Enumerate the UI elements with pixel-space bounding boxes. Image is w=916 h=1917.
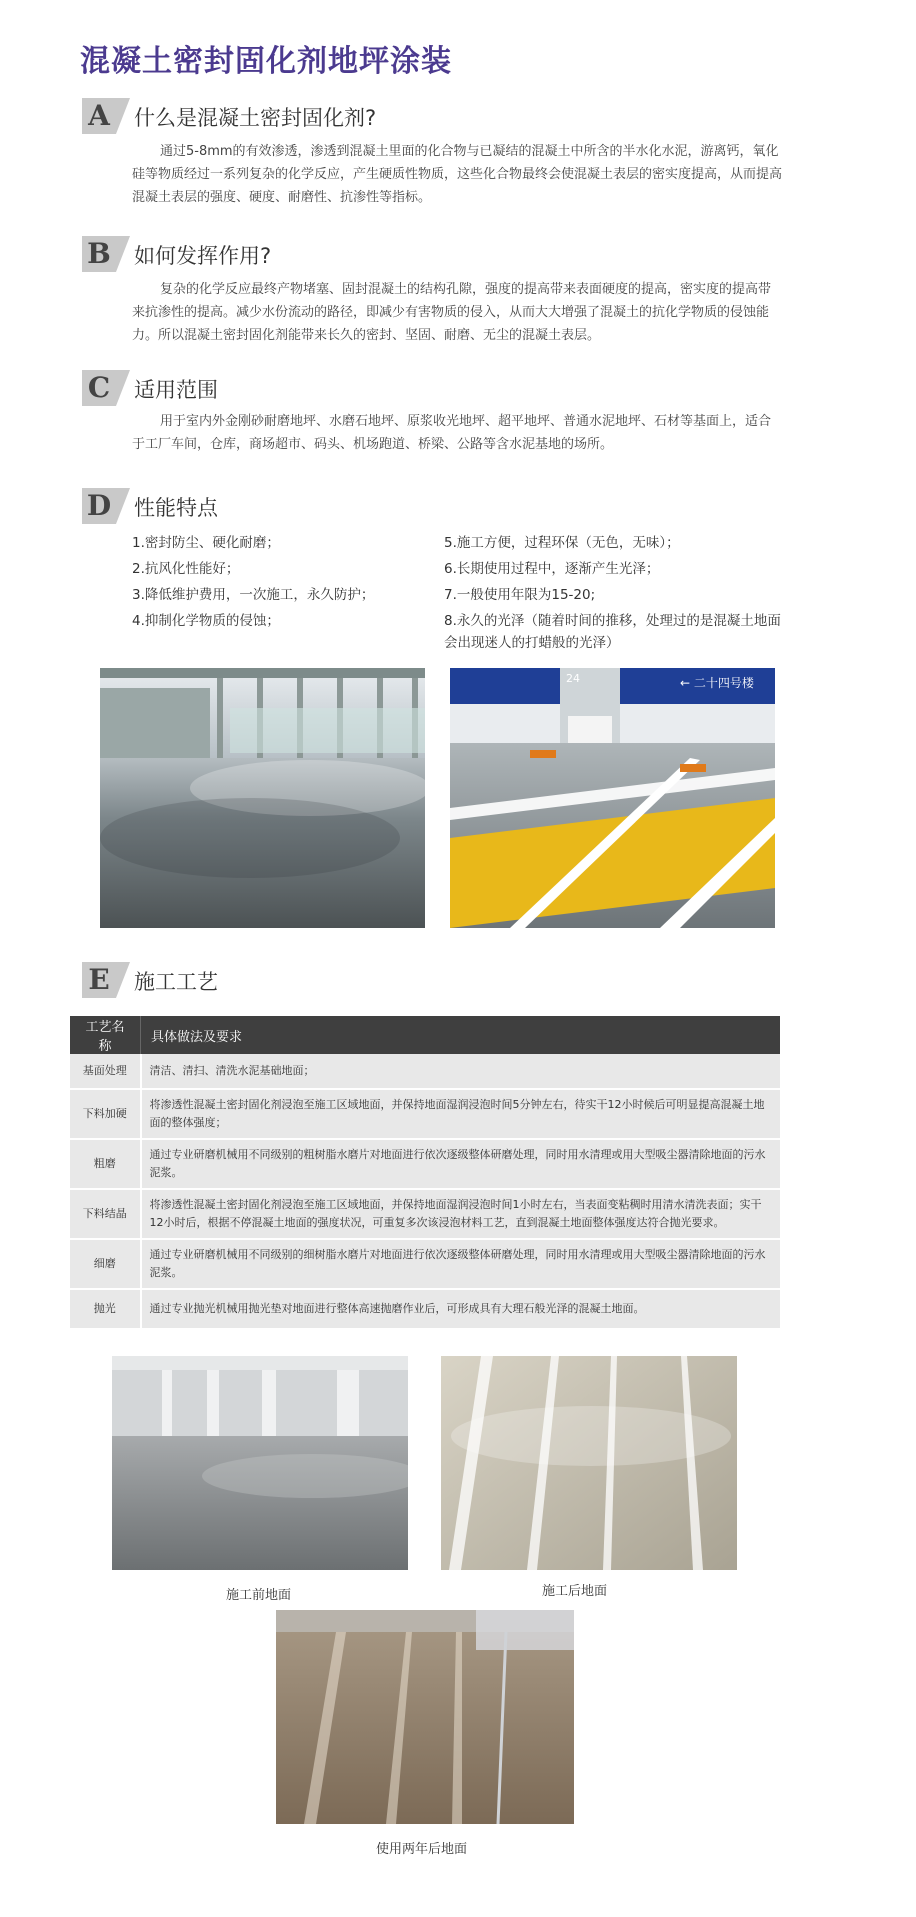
section-b-letter: B <box>82 236 116 272</box>
parking-garage-photo <box>450 668 775 928</box>
section-b-heading: 如何发挥作用? <box>134 244 272 268</box>
before-caption: 施工前地面 <box>226 1588 292 1603</box>
table-row <box>70 1089 780 1139</box>
after-construction-photo <box>441 1356 737 1570</box>
process-table-header-desc: 具体做法及要求 <box>141 1016 781 1054</box>
feature-item: 3.降低维护费用，一次施工，永久防护； <box>132 587 375 603</box>
process-step-name: 下料结晶 <box>70 1189 141 1239</box>
parking-sign-text: ← 二十四号楼 <box>680 676 754 690</box>
process-step-desc: 将渗透性混凝土密封固化剂浸泡至施工区域地面，并保持地面湿润浸泡时间1小时左右，当表面变粘稠时用清水清洗表面；实干12小时后，根据不停混凝土地面的强度状况，可重复多次该浸泡材料工艺，直到混凝土地面整体强度达符合抛光要求。 <box>141 1189 781 1239</box>
process-table-header-name: 工艺名称 <box>70 1016 141 1054</box>
section-c-heading: 适用范围 <box>134 378 218 402</box>
two-years-later-photo <box>276 1610 574 1824</box>
features-right-column <box>444 530 784 654</box>
feature-item: 6.长期使用过程中，逐渐产生光泽； <box>444 561 660 577</box>
features-left-column <box>132 530 432 634</box>
section-d-slash-decoration <box>116 488 130 524</box>
before-construction-photo <box>112 1356 408 1570</box>
process-step-desc: 通过专业研磨机械用不同级别的细树脂水磨片对地面进行依次逐级整体研磨处理，同时用水清理或用大型吸尘器清除地面的污水泥浆。 <box>141 1239 781 1289</box>
section-c-letter: C <box>82 370 116 406</box>
process-step-desc: 通过专业抛光机械用抛光垫对地面进行整体高速抛磨作业后，可形成具有大理石般光泽的混凝土地面。 <box>141 1289 781 1329</box>
process-step-name: 基面处理 <box>70 1054 141 1089</box>
process-table-header-row <box>70 1016 780 1054</box>
feature-item: 7.一般使用年限为15-20; <box>444 587 596 603</box>
feature-item: 4.抑制化学物质的侵蚀； <box>132 613 280 629</box>
table-row <box>70 1189 780 1239</box>
process-step-desc: 将渗透性混凝土密封固化剂浸泡至施工区域地面，并保持地面湿润浸泡时间5分钟左右，待实干12小时候后可明显提高混凝土地面的整体强度； <box>141 1089 781 1139</box>
feature-item: 8.永久的光泽（随着时间的推移，处理过的是混凝土地面会出现迷人的打蜡般的光泽） <box>444 613 781 651</box>
table-row <box>70 1239 780 1289</box>
section-a-letter: A <box>82 98 116 134</box>
section-e-slash-decoration <box>116 962 130 998</box>
section-d-letter: D <box>82 488 116 524</box>
section-d-header <box>82 488 782 528</box>
section-b-body: 复杂的化学反应最终产物堵塞、固封混凝土的结构孔隙，强度的提高带来表面硬度的提高，密实度的提高带来抗渗性的提高。减少水份流动的路径，即减少有害物质的侵入，从而大大增强了混凝土的抗化学物质的侵蚀能力。所以混凝土密封固化剂能带来长久的密封、坚固、耐磨、无尘的混凝土表层。 <box>132 282 772 343</box>
process-step-name: 细磨 <box>70 1239 141 1289</box>
section-a-slash-decoration <box>116 98 130 134</box>
section-a-heading: 什么是混凝土密封固化剂? <box>134 106 377 130</box>
after-caption: 施工后地面 <box>542 1584 608 1599</box>
process-step-name: 粗磨 <box>70 1139 141 1189</box>
section-b-header <box>82 236 782 276</box>
table-row <box>70 1054 780 1089</box>
process-step-name: 抛光 <box>70 1289 141 1329</box>
feature-item: 5.施工方便，过程环保（无色，无味）； <box>444 535 680 551</box>
section-b-slash-decoration <box>116 236 130 272</box>
process-step-desc: 清洁、清扫、清洗水泥基础地面； <box>141 1054 781 1089</box>
page-title: 混凝土密封固化剂地坪涂装 <box>80 44 452 79</box>
two-years-caption: 使用两年后地面 <box>376 1842 468 1857</box>
table-row <box>70 1289 780 1329</box>
section-a-header <box>82 98 782 138</box>
feature-item: 2.抗风化性能好； <box>132 561 240 577</box>
section-e-heading: 施工工艺 <box>134 970 218 994</box>
process-table <box>70 1016 780 1330</box>
process-step-desc: 通过专业研磨机械用不同级别的粗树脂水磨片对地面进行依次逐级整体研磨处理，同时用水清理或用大型吸尘器清除地面的污水泥浆。 <box>141 1139 781 1189</box>
section-c-slash-decoration <box>116 370 130 406</box>
section-e-header <box>82 962 782 1002</box>
section-c-body: 用于室内外金刚砂耐磨地坪、水磨石地坪、原浆收光地坪、超平地坪、普通水泥地坪、石材等基面上，适合于工厂车间，仓库，商场超市、码头、机场跑道、桥梁、公路等含水泥基地的场所。 <box>132 414 772 452</box>
section-e-letter: E <box>82 962 116 998</box>
feature-item: 1.密封防尘、硬化耐磨； <box>132 535 280 551</box>
section-c-header <box>82 370 782 410</box>
process-step-name: 下料加硬 <box>70 1089 141 1139</box>
section-a-body: 通过5-8mm的有效渗透，渗透到混凝土里面的化合物与已凝结的混凝土中所含的半水化水泥，游离钙，氧化硅等物质经过一系列复杂的化学反应，产生硬质性物质，这些化合物最终会使混凝土表层的密实度提高，从而提高混凝土表层的强度、硬度、耐磨性、抗渗性等指标。 <box>132 144 783 205</box>
pillar-number-text: 24 <box>566 672 580 685</box>
factory-floor-photo <box>100 668 425 928</box>
section-d-heading: 性能特点 <box>134 496 218 520</box>
table-row <box>70 1139 780 1189</box>
